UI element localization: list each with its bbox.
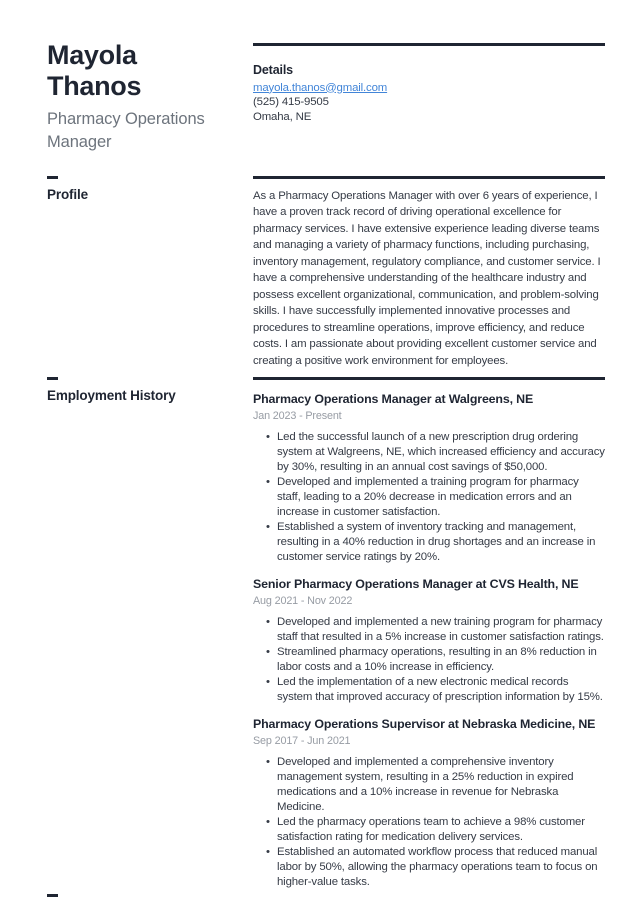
bullet-item: • Led the implementation of a new electronic medical records system that improved accuracy of prescription information by 15%. [277,675,605,705]
job-dates: Jan 2023 - Present [253,409,342,422]
profile-section [47,176,605,369]
employment-dash [47,377,58,380]
person-job-title: Pharmacy Operations Manager [47,110,205,151]
footer-left-column [47,894,253,897]
bullet-item: • Led the successful launch of a new prescription drug ordering system at Walgreens, NE, which increased efficiency and accuracy by 30%, resulting in an annual cost savings of $50,000. [277,430,605,475]
job-dates: Sep 2017 - Jun 2021 [253,734,351,747]
job-entry [253,392,605,565]
header-right-column [253,40,605,153]
employment-section [47,377,605,890]
profile-right-column [253,176,605,369]
job-dates: Aug 2021 - Nov 2022 [253,594,353,607]
details-block [253,63,605,125]
details-list [253,81,605,125]
bullet-item: • Developed and implemented a comprehensive inventory management system, resulting in a 25% reduction in expired medications and a 10% increase in revenue for Nebraska Medicine. [277,755,605,815]
person-name: Mayola Thanos [47,40,142,101]
job-title: Senior Pharmacy Operations Manager at CVS Health, NE [253,576,579,591]
header-section [47,40,605,153]
bullet-item: • Established an automated workflow process that reduced manual labor by 50%, allowing the pharmacy operations team to focus on higher-value tasks. [277,845,605,890]
employment-label: Employment History [47,387,176,403]
profile-left-column [47,176,253,369]
job-bullet-list [253,615,605,705]
bullet-item: • Developed and implemented a new training program for pharmacy staff that resulted in a 5% increase in customer satisfaction ratings. [277,615,605,645]
job-title: Pharmacy Operations Manager at Walgreens, NE [253,391,534,406]
next-section-dash [47,894,58,897]
bullet-item: • Streamlined pharmacy operations, resulting in an 8% reduction in labor costs and a 10% increase in efficiency. [277,645,605,675]
profile-dash [47,176,58,179]
job-entry [253,717,605,890]
profile-text: As a Pharmacy Operations Manager with over 6 years of experience, I have a proven track record of driving operational excellence for pharmacy services. I have extensive experience leading diverse teams and managing a variety of pharmacy functions, including purchasing, inventory management, regulatory compliance, and customer service. I have a comprehensive understanding of the healthcare industry and possess excellent organizational, communication, and problem-solving skills. I have successfully implemented innovative processes and procedures to streamline operations, improve efficiency, and reduce costs. I am passionate about providing excellent customer service and creating a positive work environment for employees. [253,189,601,367]
footer-right-column [253,894,605,897]
details-heading: Details [253,62,293,77]
location-text: Omaha, NE [253,110,312,123]
phone-number: (525) 415-9505 [253,96,329,108]
job-title: Pharmacy Operations Supervisor at Nebraska Medicine, NE [253,716,596,731]
bullet-item: • Established a system of inventory tracking and management, resulting in a 40% reduction in drug shortages and an increase in customer service ratings by 20%. [277,520,605,565]
job-entry [253,577,605,705]
bullet-item: • Led the pharmacy operations team to achieve a 98% customer satisfaction rating for medication delivery services. [277,815,605,845]
bullet-item: • Developed and implemented a training program for pharmacy staff, leading to a 20% decrease in medication errors and an increase in customer satisfaction. [277,475,605,520]
details-divider [253,43,605,46]
employment-right-column [253,377,605,890]
profile-label: Profile [47,186,88,202]
job-bullet-list [253,755,605,890]
profile-divider [253,176,605,179]
employment-divider [253,377,605,380]
job-bullet-list [253,430,605,565]
next-section-truncated [47,894,605,897]
email-link[interactable]: mayola.thanos@gmail.com [253,81,388,94]
header-left-column [47,40,253,153]
employment-left-column [47,377,253,890]
